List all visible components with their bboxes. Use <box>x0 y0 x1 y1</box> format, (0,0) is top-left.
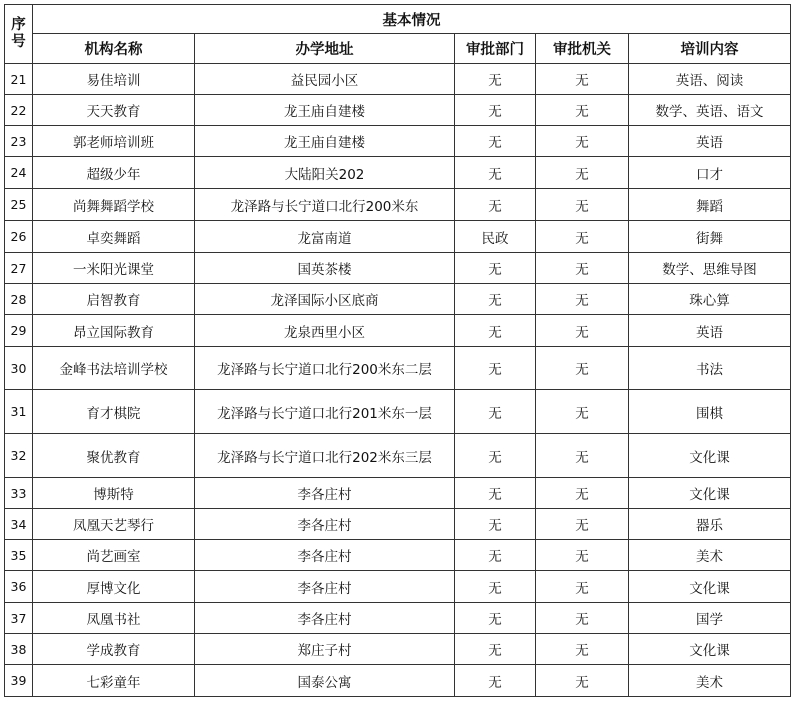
header-approval-authority: 审批机关 <box>536 34 629 64</box>
cell-approval-authority: 无 <box>536 284 629 315</box>
cell-approval-dept: 无 <box>455 665 536 697</box>
cell-training-content: 文化课 <box>629 478 791 509</box>
cell-approval-authority: 无 <box>536 571 629 603</box>
header-basic-info: 基本情况 <box>33 5 791 34</box>
cell-approval-dept: 无 <box>455 434 536 478</box>
header-approval-dept: 审批部门 <box>455 34 536 64</box>
table-row <box>5 253 791 284</box>
cell-address: 李各庄村 <box>195 540 455 571</box>
cell-approval-authority: 无 <box>536 95 629 126</box>
cell-address: 益民园小区 <box>195 64 455 95</box>
cell-institution-name: 育才棋院 <box>33 390 195 434</box>
cell-address: 龙泉西里小区 <box>195 315 455 347</box>
cell-address: 李各庄村 <box>195 571 455 603</box>
cell-seq: 39 <box>5 665 33 697</box>
cell-approval-authority: 无 <box>536 126 629 157</box>
cell-institution-name: 卓奕舞蹈 <box>33 221 195 253</box>
cell-institution-name: 郭老师培训班 <box>33 126 195 157</box>
cell-address: 国泰公寓 <box>195 665 455 697</box>
cell-address: 李各庄村 <box>195 509 455 540</box>
cell-approval-dept: 无 <box>455 315 536 347</box>
cell-approval-authority: 无 <box>536 390 629 434</box>
cell-approval-authority: 无 <box>536 189 629 221</box>
cell-institution-name: 厚博文化 <box>33 571 195 603</box>
cell-approval-dept: 无 <box>455 126 536 157</box>
cell-address: 郑庄子村 <box>195 634 455 665</box>
institution-table <box>4 4 791 697</box>
cell-approval-dept: 无 <box>455 284 536 315</box>
table-row <box>5 603 791 634</box>
table-row <box>5 390 791 434</box>
cell-seq: 24 <box>5 157 33 189</box>
cell-institution-name: 超级少年 <box>33 157 195 189</box>
table-row <box>5 157 791 189</box>
table-row <box>5 347 791 390</box>
cell-institution-name: 七彩童年 <box>33 665 195 697</box>
table-row <box>5 64 791 95</box>
cell-approval-authority: 无 <box>536 509 629 540</box>
cell-approval-dept: 无 <box>455 634 536 665</box>
cell-approval-dept: 民政 <box>455 221 536 253</box>
table-row <box>5 540 791 571</box>
cell-seq: 22 <box>5 95 33 126</box>
cell-address: 龙泽路与长宁道口北行200米东二层 <box>195 347 455 390</box>
cell-seq: 30 <box>5 347 33 390</box>
cell-approval-authority: 无 <box>536 603 629 634</box>
table-header <box>5 5 791 64</box>
cell-institution-name: 凤凰天艺琴行 <box>33 509 195 540</box>
cell-approval-dept: 无 <box>455 157 536 189</box>
cell-approval-dept: 无 <box>455 509 536 540</box>
cell-institution-name: 易佳培训 <box>33 64 195 95</box>
cell-address: 龙王庙自建楼 <box>195 95 455 126</box>
cell-approval-authority: 无 <box>536 434 629 478</box>
cell-approval-authority: 无 <box>536 221 629 253</box>
cell-training-content: 英语、阅读 <box>629 64 791 95</box>
cell-address: 龙泽国际小区底商 <box>195 284 455 315</box>
cell-institution-name: 昂立国际教育 <box>33 315 195 347</box>
cell-approval-dept: 无 <box>455 603 536 634</box>
cell-training-content: 数学、英语、语文 <box>629 95 791 126</box>
cell-training-content: 舞蹈 <box>629 189 791 221</box>
cell-seq: 36 <box>5 571 33 603</box>
cell-approval-dept: 无 <box>455 571 536 603</box>
cell-institution-name: 尚舞舞蹈学校 <box>33 189 195 221</box>
header-training-content: 培训内容 <box>629 34 791 64</box>
cell-approval-dept: 无 <box>455 540 536 571</box>
cell-seq: 37 <box>5 603 33 634</box>
cell-training-content: 器乐 <box>629 509 791 540</box>
cell-address: 龙泽路与长宁道口北行200米东 <box>195 189 455 221</box>
cell-approval-authority: 无 <box>536 157 629 189</box>
cell-approval-authority: 无 <box>536 478 629 509</box>
table-row <box>5 221 791 253</box>
cell-seq: 29 <box>5 315 33 347</box>
cell-training-content: 口才 <box>629 157 791 189</box>
cell-approval-authority: 无 <box>536 253 629 284</box>
cell-approval-authority: 无 <box>536 634 629 665</box>
cell-training-content: 英语 <box>629 126 791 157</box>
cell-address: 国英茶楼 <box>195 253 455 284</box>
cell-training-content: 围棋 <box>629 390 791 434</box>
cell-training-content: 珠心算 <box>629 284 791 315</box>
cell-approval-dept: 无 <box>455 253 536 284</box>
cell-approval-dept: 无 <box>455 64 536 95</box>
cell-institution-name: 学成教育 <box>33 634 195 665</box>
table-row <box>5 478 791 509</box>
cell-seq: 33 <box>5 478 33 509</box>
cell-seq: 25 <box>5 189 33 221</box>
cell-approval-dept: 无 <box>455 390 536 434</box>
cell-approval-authority: 无 <box>536 665 629 697</box>
cell-address: 龙富南道 <box>195 221 455 253</box>
cell-institution-name: 启智教育 <box>33 284 195 315</box>
cell-institution-name: 天天教育 <box>33 95 195 126</box>
table-row <box>5 189 791 221</box>
cell-seq: 35 <box>5 540 33 571</box>
cell-training-content: 书法 <box>629 347 791 390</box>
cell-seq: 34 <box>5 509 33 540</box>
table-row <box>5 509 791 540</box>
cell-address: 李各庄村 <box>195 478 455 509</box>
cell-training-content: 街舞 <box>629 221 791 253</box>
header-seq: 序号 <box>5 5 33 64</box>
cell-training-content: 美术 <box>629 540 791 571</box>
cell-seq: 32 <box>5 434 33 478</box>
cell-seq: 21 <box>5 64 33 95</box>
cell-approval-dept: 无 <box>455 347 536 390</box>
table-row <box>5 95 791 126</box>
cell-approval-dept: 无 <box>455 189 536 221</box>
cell-institution-name: 一米阳光课堂 <box>33 253 195 284</box>
cell-training-content: 文化课 <box>629 571 791 603</box>
table-row <box>5 434 791 478</box>
cell-approval-authority: 无 <box>536 347 629 390</box>
table-row <box>5 126 791 157</box>
header-address: 办学地址 <box>195 34 455 64</box>
cell-training-content: 美术 <box>629 665 791 697</box>
cell-address: 龙王庙自建楼 <box>195 126 455 157</box>
cell-address: 龙泽路与长宁道口北行201米东一层 <box>195 390 455 434</box>
cell-address: 李各庄村 <box>195 603 455 634</box>
table-row <box>5 634 791 665</box>
cell-approval-authority: 无 <box>536 540 629 571</box>
cell-training-content: 国学 <box>629 603 791 634</box>
cell-seq: 23 <box>5 126 33 157</box>
table-row <box>5 284 791 315</box>
cell-training-content: 文化课 <box>629 434 791 478</box>
cell-address: 大陆阳关202 <box>195 157 455 189</box>
cell-approval-authority: 无 <box>536 315 629 347</box>
header-institution-name: 机构名称 <box>33 34 195 64</box>
cell-training-content: 英语 <box>629 315 791 347</box>
cell-institution-name: 凤凰书社 <box>33 603 195 634</box>
cell-approval-authority: 无 <box>536 64 629 95</box>
cell-training-content: 文化课 <box>629 634 791 665</box>
cell-approval-dept: 无 <box>455 95 536 126</box>
table-row <box>5 571 791 603</box>
table-row <box>5 665 791 697</box>
cell-approval-dept: 无 <box>455 478 536 509</box>
cell-seq: 28 <box>5 284 33 315</box>
cell-address: 龙泽路与长宁道口北行202米东三层 <box>195 434 455 478</box>
table-row <box>5 315 791 347</box>
cell-seq: 27 <box>5 253 33 284</box>
table-body <box>5 64 791 697</box>
cell-institution-name: 博斯特 <box>33 478 195 509</box>
cell-institution-name: 聚优教育 <box>33 434 195 478</box>
cell-institution-name: 金峰书法培训学校 <box>33 347 195 390</box>
cell-seq: 26 <box>5 221 33 253</box>
cell-seq: 38 <box>5 634 33 665</box>
cell-seq: 31 <box>5 390 33 434</box>
cell-institution-name: 尚艺画室 <box>33 540 195 571</box>
cell-training-content: 数学、思维导图 <box>629 253 791 284</box>
